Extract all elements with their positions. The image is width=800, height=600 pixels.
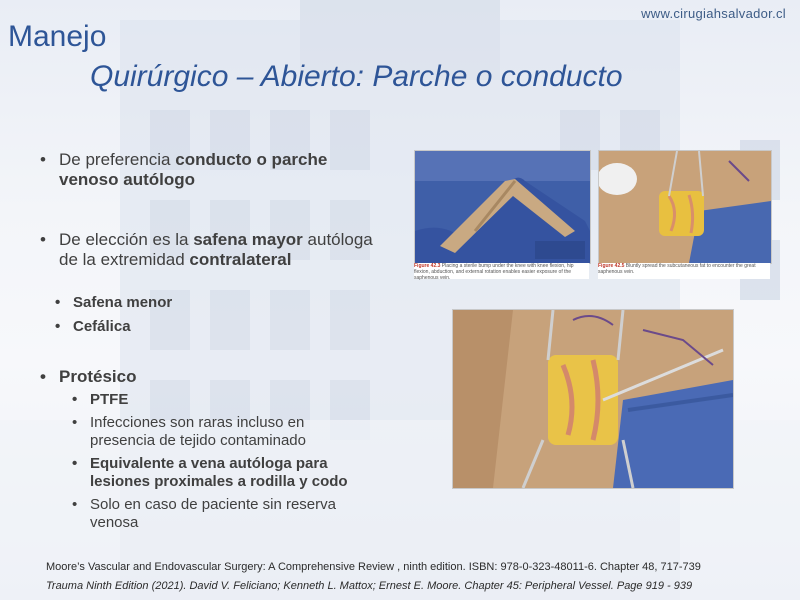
surgical-photo-leg-positioning (414, 150, 591, 264)
bullet-safena (40, 230, 380, 270)
bullet-text: autóloga de la extremidad (59, 230, 373, 269)
bullet-dot: • (40, 150, 46, 169)
figure-caption-1: Figure 42.3 Placing a sterile bump under the knee with knee flexion, hip flexion, abduction, and external rotation enables easier exposure of the saphenous vein. (414, 263, 589, 279)
slide-title: Manejo (8, 20, 107, 53)
sub-bullet-ptfe: • PTFE (72, 391, 129, 408)
reference-moore: Moore’s Vascular and Endovascular Surgery: A Comprehensive Review , ninth edition. ISBN: 978-0-323-48011-6. Chapter 48, 717-739 (46, 561, 701, 573)
bullet-dot: • (40, 230, 46, 249)
bullet-text: De preferencia (59, 150, 176, 169)
website-watermark: www.cirugiahsalvador.cl (641, 6, 786, 21)
figure-caption-2: Figure 42.5 Bluntly spread the subcutaneous fat to encounter the great saphenous vein. (598, 263, 770, 279)
bullet-text: De elección es la (59, 230, 194, 249)
reference-trauma: Trauma Ninth Edition (2021). David V. Feliciano; Kenneth L. Mattox; Ernest E. Moore. Chapter 45: Peripheral Vessel. Page 919 - 939 (46, 580, 693, 592)
sub-bullet-infecciones: • Infecciones son raras incluso en presencia de tejido contaminado (72, 414, 306, 449)
bullet-dot: • (40, 367, 46, 386)
bullet-conducto (40, 150, 380, 190)
surgical-photo-vein-exposure (452, 309, 734, 489)
surgical-photo-incision (598, 150, 772, 264)
bullet-text-bold: conducto o parche venoso autólogo (59, 150, 328, 189)
sub-bullet-equivalente: • Equivalente a vena autóloga para lesiones proximales a rodilla y codo (72, 455, 348, 490)
sub-bullet-solo: • Solo en caso de paciente sin reserva venosa (72, 496, 336, 531)
sub-bullet-cefalica: • Cefálica (55, 318, 131, 335)
bullet-protesico: • Protésico (40, 367, 137, 386)
sub-bullet-safena-menor: • Safena menor (55, 294, 173, 311)
bullet-text-bold: safena mayor (193, 230, 303, 249)
slide-subtitle: Quirúrgico – Abierto: Parche o conducto (90, 60, 623, 93)
bullet-text-bold: contralateral (189, 250, 292, 269)
